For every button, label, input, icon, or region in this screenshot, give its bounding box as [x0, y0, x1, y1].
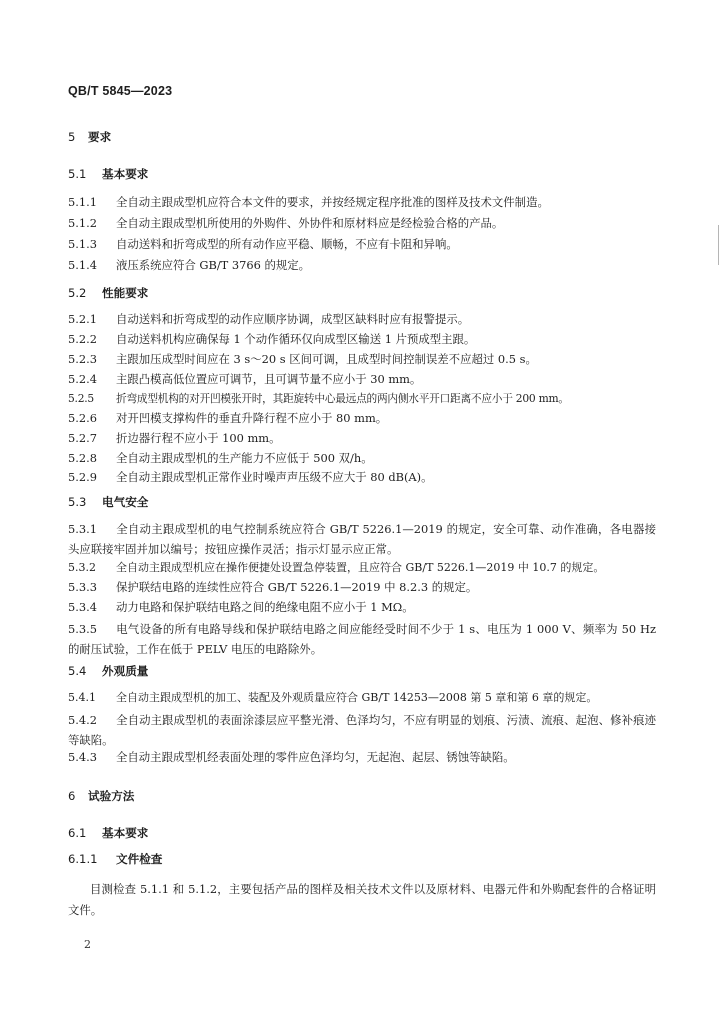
clause-5-2-8: 5.2.8 全自动主跟成型机的生产能力不应低于 500 双/h。: [68, 451, 373, 465]
clause-5-3-5: 5.3.5 电气设备的所有电路导线和保护联结电路之间应能经受时间不少于 1 s、电压为 1 000 V、频率为 50 Hz 的耐压试验，工作在低于 PELV 电压的电路除外。: [68, 622, 656, 656]
clause-5-3-2: 5.3.2 全自动主跟成型机应在操作便捷处设置急停装置，且应符合 GB/T 5226.1—2019 中 10.7 的规定。: [68, 561, 605, 574]
clause-5-1-3: 5.1.3 自动送料和折弯成型的所有动作应平稳、顺畅，不应有卡阻和异响。: [68, 237, 458, 251]
clause-5-2-5: 5.2.5 折弯成型机构的对开凹模张开时，其距旋转中心最远点的两内侧水平开口距离不应小于 200 mm。: [68, 392, 569, 405]
page-number: 2: [84, 938, 91, 951]
clause-5-4-2: 5.4.2 全自动主跟成型机的表面涂漆层应平整光滑、色泽均匀，不应有明显的划痕、污渍、流痕、起泡、修补痕迹等缺陷。: [68, 713, 656, 747]
section-heading-5-4: 5.4 外观质量: [68, 664, 149, 678]
section-heading-6-1-1: 6.1.1 文件检查: [68, 852, 163, 866]
clause-5-2-9: 5.2.9 全自动主跟成型机正常作业时噪声声压级不应大于 80 dB(A)。: [68, 470, 433, 484]
clause-5-2-1: 5.2.1 自动送料和折弯成型的动作应顺序协调，成型区缺料时应有报警提示。: [68, 312, 470, 326]
clause-5-4-3: 5.4.3 全自动主跟成型机经表面处理的零件应色泽均匀，无起泡、起层、锈蚀等缺陷。: [68, 750, 515, 764]
clause-5-2-2: 5.2.2 自动送料机构应确保每 1 个动作循环仅向成型区输送 1 片预成型主跟。: [68, 332, 476, 346]
clause-5-4-1: 5.4.1 全自动主跟成型机的加工、装配及外观质量应符合 GB/T 14253—2008 第 5 章和第 6 章的规定。: [68, 691, 598, 704]
clause-5-1-1: 5.1.1 全自动主跟成型机应符合本文件的要求，并按经规定程序批准的图样及技术文件制造。: [68, 195, 549, 209]
clause-5-2-6: 5.2.6 对开凹模支撑构件的垂直升降行程不应小于 80 mm。: [68, 411, 388, 425]
section-heading-6-1: 6.1 基本要求: [68, 826, 149, 840]
clause-5-3-4: 5.3.4 动力电路和保护联结电路之间的绝缘电阻不应小于 1 MΩ。: [68, 600, 414, 614]
section-heading-5-3: 5.3 电气安全: [68, 495, 149, 509]
section-title: 要求: [88, 130, 112, 144]
section-heading-5: [68, 130, 658, 145]
clause-5-1-2: 5.1.2 全自动主跟成型机所使用的外购件、外协件和原材料应是经检验合格的产品。: [68, 216, 504, 230]
scan-edge-mark: [718, 225, 719, 265]
clause-5-1-4: 5.1.4 液压系统应符合 GB/T 3766 的规定。: [68, 258, 311, 272]
clause-5-2-3: 5.2.3 主跟加压成型时间应在 3 s～20 s 区间可调，且成型时间控制误差不应超过 0.5 s。: [68, 352, 537, 366]
section-number: 5: [68, 130, 76, 144]
section-heading-5-1: 5.1 基本要求: [68, 167, 149, 181]
clause-5-2-4: 5.2.4 主跟凸模高低位置应可调节，且可调节量不应小于 30 mm。: [68, 372, 422, 386]
standard-code: QB/T 5845—2023: [68, 84, 173, 98]
section-heading-5-2: 5.2 性能要求: [68, 286, 149, 300]
clause-6-1-1-body: 目测检查 5.1.1 和 5.1.2，主要包括产品的图样及相关技术文件以及原材料、电器元件和外购配套件的合格证明文件。: [68, 882, 656, 917]
clause-5-2-7: 5.2.7 折边器行程不应小于 100 mm。: [68, 431, 281, 445]
section-heading-6: 6 试验方法: [68, 789, 135, 803]
clause-5-3-1: 5.3.1 全自动主跟成型机的电气控制系统应符合 GB/T 5226.1—2019 的规定，安全可靠、动作准确，各电器接头应联接牢固并加以编号；按钮应操作灵活；指示灯显示应正常。: [68, 522, 656, 556]
clause-5-3-3: 5.3.3 保护联结电路的连续性应符合 GB/T 5226.1—2019 中 8.2.3 的规定。: [68, 580, 478, 594]
